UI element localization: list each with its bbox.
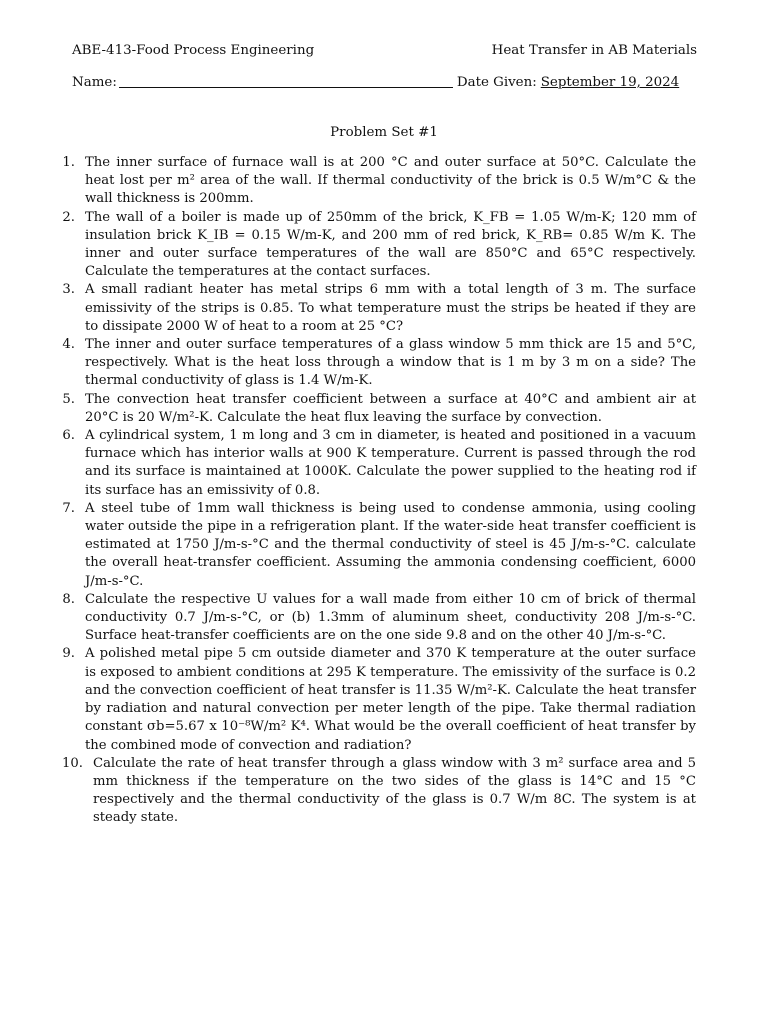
problem-text: Calculate the rate of heat transfer through a glass window with 3 m² surface area and 5 mm thickness if the temperature on the two sides of the glass is 14°C and 15 °C respectively and the thermal conductivity of the glass is 0.7 W/m 8C. The system is at steady state. (92, 755, 696, 826)
problem-number: 9. (62, 646, 75, 662)
problem-item (62, 755, 696, 828)
date-value: September 19, 2024 (540, 75, 680, 90)
problem-item (62, 500, 696, 591)
problem-number: 10. (62, 755, 83, 771)
problem-item (62, 645, 696, 754)
problem-set-title: Problem Set #1 (330, 125, 438, 140)
problem-text: Calculate the respective U values for a wall made from either 10 cm of brick of thermal conductivity 0.7 J/m-s-°C, or (b) 1.3mm of aluminum sheet, conductivity 208 J/m-s-°C. Surface heat-transfer coefficients are on the one side 9.8 and on the other 40 J/m-s-°C. (85, 591, 696, 644)
problem-text: A small radiant heater has metal strips 6 mm with a total length of 3 m. The surface emissivity of the strips is 0.85. To what temperature must the strips be heated if they are to dissipate 2000 W of heat to a room at 25 °C? (85, 282, 696, 334)
problem-number: 7. (62, 500, 75, 516)
problem-text: A cylindrical system, 1 m long and 3 cm in diameter, is heated and positioned in a vacuum furnace which has interior walls at 900 K temperature. Current is passed through the rod and its surface is maintained at 1000K. Calculate the power supplied to the heating rod if its surface has an emissivity of 0.8. (85, 428, 696, 498)
problem-text: A steel tube of 1mm wall thickness is being used to condense ammonia, using cooling water outside the pipe in a refrigeration plant. If the water-side heat transfer coefficient is estimated at 1750 J/m-s-°C and the thermal conductivity of steel is 45 J/m-s-°C. calculate the overall heat-transfer coefficient. Assuming the ammonia condensing coefficient, 6000 J/m-s-°C. (85, 500, 696, 589)
problem-text: The wall of a boiler is made up of 250mm of the brick, K_FB = 1.05 W/m-K; 120 mm of insulation brick K_IB = 0.15 W/m-K, and 200 mm of red brick, K_RB= 0.85 W/m K. The inner and outer surface temperatures of the wall are 850°C and 65°C respectively. Calculate the temperatures at the contact surfaces. (85, 209, 696, 280)
problem-item (62, 209, 696, 282)
problem-text: The convection heat transfer coefficient between a surface at 40°C and ambient air at 20°C is 20 W/m²-K. Calculate the heat flux leaving the surface by convection. (85, 391, 696, 425)
problem-number: 1. (62, 155, 75, 170)
problem-item (62, 427, 696, 500)
problem-number: 4. (62, 337, 75, 353)
name-blank-line (119, 74, 453, 88)
problem-list (62, 154, 696, 828)
problem-number: 2. (62, 209, 75, 225)
course-title: ABE-413-Food Process Engineering (72, 43, 315, 58)
problem-number: 8. (62, 591, 75, 607)
name-label: Name: (72, 75, 117, 90)
name-date-row (72, 74, 696, 92)
problem-text: The inner and outer surface temperatures of a glass window 5 mm thick are 15 and 5°C, respectively. What is the heat loss through a window that is 1 m by 3 m on a side? The thermal conductivity of glass is 1.4 W/m-K. (85, 337, 696, 389)
problem-item (62, 391, 696, 427)
problem-item (62, 591, 696, 646)
date-label: Date Given: (456, 75, 537, 90)
topic-title: Heat Transfer in AB Materials (491, 43, 697, 58)
problem-item (62, 281, 696, 336)
header (72, 42, 696, 60)
problem-text: The inner surface of furnace wall is at 200 °C and outer surface at 50°C. Calculate the heat lost per m² area of the wall. If thermal conductivity of the brick is 0.5 W/m°C & the wall thickness is 200mm. (85, 155, 696, 207)
problem-text: A polished metal pipe 5 cm outside diameter and 370 K temperature at the outer surface is exposed to ambient conditions at 295 K temperature. The emissivity of the surface is 0.2 and the convection coefficient of heat transfer is 11.35 W/m²-K. Calculate the heat transfer by radiation and natural convection per meter length of the pipe. Take thermal radiation constant σb=5.67 x 10⁻⁸W/m² K⁴. What would be the overall coefficient of heat transfer by the combined mode of convection and radiation? (85, 646, 696, 753)
problem-number: 6. (62, 428, 75, 444)
problem-number: 3. (62, 282, 75, 298)
problem-item (62, 336, 696, 391)
problem-item (62, 154, 696, 209)
problem-number: 5. (62, 391, 75, 407)
